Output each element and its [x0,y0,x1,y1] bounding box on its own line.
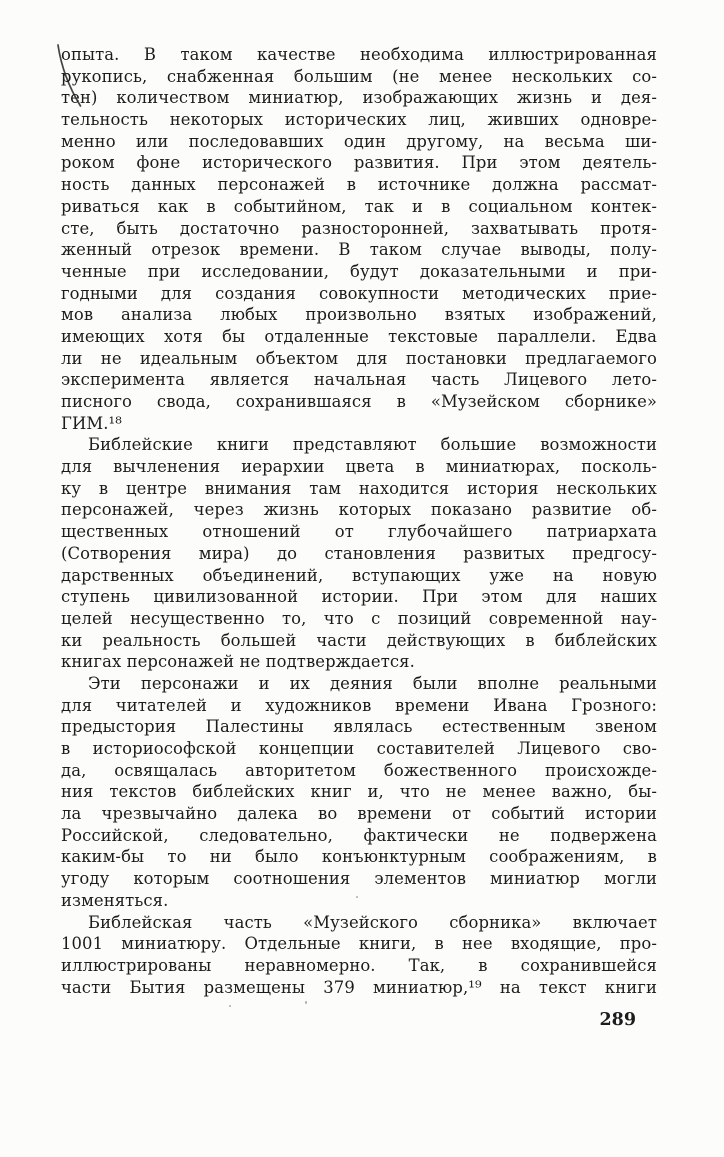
scan-speck [229,1005,231,1007]
text-line: ступень цивилизованной истории. При этом для наших [61,587,657,607]
text-line: иллюстрированы неравномерно. Так, в сохранившейся [61,955,657,975]
text-line: Российской, следовательно, фактически не подвержена [61,825,657,845]
text-line: имеющих хотя бы отдаленные текстовые параллели. Едва [61,326,657,346]
text-line: мов анализа любых произвольно взятых изображений, [61,305,657,325]
text-line: ность данных персонажей в источнике должна рассмат- [61,175,657,195]
text-line: персонажей, через жизнь которых показано развитие об- [61,500,657,520]
text-line: (Сотворения мира) до становления развитых предгосу- [61,543,657,563]
text-line: ку в центре внимания там находится история нескольких [61,478,657,498]
text-line: Эти персонажи и их деяния были вполне реальными [88,673,657,693]
text-line: тен) количеством миниатюр, изображающих жизнь и дея- [61,88,657,108]
text-line: да, освящалась авторитетом божественного происхожде- [61,760,657,780]
paragraph [61,434,657,673]
paragraph [61,673,657,912]
text-line: сте, быть достаточно разносторонней, захватывать протя- [61,218,657,238]
text-line: годными для создания совокупности методических прие- [61,283,657,303]
text-line: риваться как в событийном, так и в социальном контек- [61,196,657,216]
text-line: в историософской концепции составителей Лицевого сво- [61,739,657,758]
text-line: эксперимента является начальная часть Лицевого лето- [61,370,657,390]
text-line: тельность некоторых исторических лиц, живших одновре- [61,110,657,130]
text-line: каким-бы то ни было конъюнктурным соображениям, в [61,847,657,867]
text-line: менно или последовавших один другому, на весьма ши- [61,131,657,151]
text-line: 1001 миниатюру. Отдельные книги, в нее входящие, про- [61,934,657,954]
text-line: части Бытия размещены 379 миниатюр,¹⁹ на текст книги [61,977,657,997]
text-line: роком фоне исторического развития. При этом деятель- [61,153,657,173]
scan-speck [356,896,358,898]
paragraph [61,44,657,434]
text-line: предыстория Палестины являлась естественным звеном [61,717,657,737]
text-line: писного свода, сохранившаяся в «Музейском сборнике» [61,392,657,411]
text-line: ли не идеальным объектом для постановки предлагаемого [61,348,657,368]
text-line: книгах персонажей не подтверждается. [61,652,415,672]
text-line: ния текстов библейских книг и, что не менее важно, бы- [61,782,657,802]
text-line: для вычленения иерархии цвета в миниатюрах, посколь- [61,457,657,477]
text-line: опыта. В таком качестве необходима иллюстрированная [61,45,657,64]
text-line: ГИМ.¹⁸ [61,413,122,433]
text-line: изменяться. [61,890,169,910]
text-line: ки реальность большей части действующих в библейских [61,630,657,650]
text-line: щественных отношений от глубочайшего патриархата [61,522,657,542]
text-line: Библейские книги представляют большие возможности [88,435,657,455]
text-block [61,44,657,998]
scan-speck [305,1001,307,1004]
text-line: целей несущественно то, что с позиций современной нау- [61,608,657,628]
text-line: ла чрезвычайно далека во времени от событий истории [61,804,657,824]
paragraph [61,912,657,999]
page-number: 289 [599,1010,636,1030]
text-line: для читателей и художников времени Ивана Грозного: [61,695,657,715]
text-line: женный отрезок времени. В таком случае выводы, полу- [61,240,657,260]
text-line: Библейская часть «Музейского сборника» включает [88,912,657,932]
text-line: угоду которым соотношения элементов миниатюр могли [61,869,657,889]
text-line: дарственных объединений, вступающих уже на новую [61,565,657,585]
text-line: рукопись, снабженная большим (не менее нескольких со- [61,66,657,86]
text-line: ченные при исследовании, будут доказательными и при- [61,261,657,281]
